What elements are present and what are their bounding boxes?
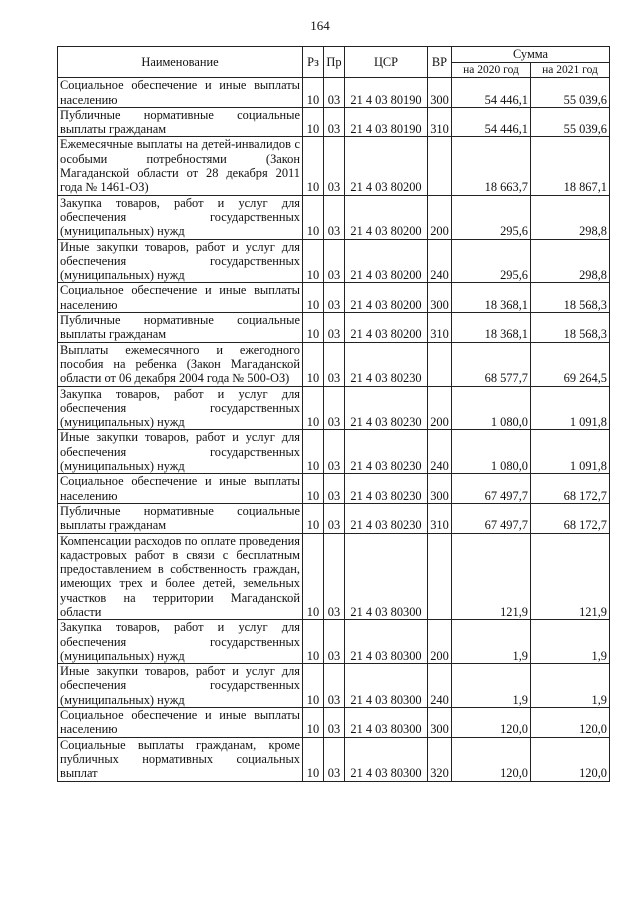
- cell-pr: 03: [324, 283, 345, 313]
- cell-pr: 03: [324, 195, 345, 239]
- cell-name: Публичные нормативные социальные выплаты гражданам: [58, 313, 303, 343]
- cell-name: Закупка товаров, работ и услуг для обеспечения государственных (муниципальных) нужд: [58, 620, 303, 664]
- cell-rz: 10: [303, 664, 324, 708]
- cell-vr: 300: [428, 474, 452, 504]
- table-row: [58, 708, 610, 738]
- cell-amount-2021: 18 867,1: [531, 137, 610, 195]
- cell-name: Социальное обеспечение и иные выплаты населению: [58, 708, 303, 738]
- cell-csr: 21 4 03 80200: [345, 239, 428, 283]
- table-row: [58, 313, 610, 343]
- cell-name: Иные закупки товаров, работ и услуг для обеспечения государственных (муниципальных) нужд: [58, 430, 303, 474]
- header-pr: Пр: [324, 47, 345, 78]
- cell-csr: 21 4 03 80230: [345, 474, 428, 504]
- cell-rz: 10: [303, 195, 324, 239]
- table-header: [58, 47, 610, 78]
- cell-csr: 21 4 03 80190: [345, 78, 428, 108]
- cell-rz: 10: [303, 430, 324, 474]
- cell-rz: 10: [303, 313, 324, 343]
- header-sum: Сумма: [452, 47, 610, 63]
- cell-vr: 200: [428, 195, 452, 239]
- cell-pr: 03: [324, 386, 345, 430]
- cell-amount-2021: 68 172,7: [531, 503, 610, 533]
- header-vr: ВР: [428, 47, 452, 78]
- cell-name: Закупка товаров, работ и услуг для обеспечения государственных (муниципальных) нужд: [58, 195, 303, 239]
- cell-amount-2020: 1,9: [452, 620, 531, 664]
- cell-vr: 200: [428, 386, 452, 430]
- cell-pr: 03: [324, 342, 345, 386]
- table-row: [58, 664, 610, 708]
- cell-amount-2021: 1,9: [531, 664, 610, 708]
- cell-pr: 03: [324, 503, 345, 533]
- cell-pr: 03: [324, 664, 345, 708]
- cell-vr: 300: [428, 283, 452, 313]
- cell-amount-2020: 295,6: [452, 239, 531, 283]
- cell-rz: 10: [303, 107, 324, 137]
- header-year-2020: на 2020 год: [452, 63, 531, 78]
- cell-rz: 10: [303, 620, 324, 664]
- cell-vr: 310: [428, 503, 452, 533]
- cell-name: Публичные нормативные социальные выплаты гражданам: [58, 503, 303, 533]
- table-row: [58, 342, 610, 386]
- cell-amount-2020: 18 368,1: [452, 313, 531, 343]
- cell-name: Иные закупки товаров, работ и услуг для обеспечения государственных (муниципальных) нужд: [58, 664, 303, 708]
- header-name: Наименование: [58, 47, 303, 78]
- cell-amount-2021: 55 039,6: [531, 78, 610, 108]
- cell-rz: 10: [303, 137, 324, 195]
- cell-amount-2020: 18 368,1: [452, 283, 531, 313]
- cell-amount-2020: 1 080,0: [452, 386, 531, 430]
- cell-rz: 10: [303, 474, 324, 504]
- cell-name: Ежемесячные выплаты на детей-инвалидов с особыми потребностями (Закон Магаданской области от 28 декабря 2011 года № 1461-ОЗ): [58, 137, 303, 195]
- cell-csr: 21 4 03 80190: [345, 107, 428, 137]
- table-row: [58, 430, 610, 474]
- cell-pr: 03: [324, 533, 345, 620]
- cell-amount-2020: 67 497,7: [452, 503, 531, 533]
- cell-csr: 21 4 03 80300: [345, 737, 428, 781]
- cell-amount-2021: 68 172,7: [531, 474, 610, 504]
- cell-name: Выплаты ежемесячного и ежегодного пособия на ребенка (Закон Магаданской области от 06 декабря 2004 года № 500-ОЗ): [58, 342, 303, 386]
- cell-amount-2021: 120,0: [531, 708, 610, 738]
- cell-csr: 21 4 03 80300: [345, 664, 428, 708]
- header-rz: Рз: [303, 47, 324, 78]
- cell-rz: 10: [303, 78, 324, 108]
- table-row: [58, 137, 610, 195]
- table-body: [58, 78, 610, 781]
- cell-amount-2020: 1 080,0: [452, 430, 531, 474]
- cell-vr: 310: [428, 313, 452, 343]
- table-row: [58, 107, 610, 137]
- cell-name: Публичные нормативные социальные выплаты гражданам: [58, 107, 303, 137]
- cell-amount-2020: 18 663,7: [452, 137, 531, 195]
- cell-csr: 21 4 03 80230: [345, 503, 428, 533]
- cell-pr: 03: [324, 708, 345, 738]
- cell-pr: 03: [324, 313, 345, 343]
- cell-csr: 21 4 03 80300: [345, 620, 428, 664]
- cell-csr: 21 4 03 80230: [345, 386, 428, 430]
- cell-csr: 21 4 03 80200: [345, 283, 428, 313]
- cell-vr: [428, 533, 452, 620]
- cell-csr: 21 4 03 80230: [345, 430, 428, 474]
- cell-name: Социальное обеспечение и иные выплаты населению: [58, 474, 303, 504]
- cell-amount-2021: 1,9: [531, 620, 610, 664]
- cell-rz: 10: [303, 386, 324, 430]
- cell-name: Закупка товаров, работ и услуг для обеспечения государственных (муниципальных) нужд: [58, 386, 303, 430]
- cell-csr: 21 4 03 80200: [345, 137, 428, 195]
- cell-amount-2021: 18 568,3: [531, 283, 610, 313]
- cell-amount-2021: 69 264,5: [531, 342, 610, 386]
- cell-csr: 21 4 03 80230: [345, 342, 428, 386]
- cell-csr: 21 4 03 80200: [345, 313, 428, 343]
- table-row: [58, 620, 610, 664]
- cell-rz: 10: [303, 342, 324, 386]
- cell-vr: 240: [428, 664, 452, 708]
- cell-pr: 03: [324, 239, 345, 283]
- cell-vr: 310: [428, 107, 452, 137]
- table-row: [58, 78, 610, 108]
- cell-name: Иные закупки товаров, работ и услуг для обеспечения государственных (муниципальных) нужд: [58, 239, 303, 283]
- cell-name: Социальное обеспечение и иные выплаты населению: [58, 78, 303, 108]
- cell-name: Компенсации расходов по оплате проведения кадастровых работ в связи с бесплатным предоставлением в собственность граждан, имеющих трех и более детей, земельных участков на территории Магаданской области: [58, 533, 303, 620]
- cell-amount-2020: 295,6: [452, 195, 531, 239]
- cell-vr: [428, 137, 452, 195]
- cell-rz: 10: [303, 283, 324, 313]
- cell-amount-2021: 1 091,8: [531, 386, 610, 430]
- cell-rz: 10: [303, 239, 324, 283]
- cell-pr: 03: [324, 137, 345, 195]
- cell-csr: 21 4 03 80300: [345, 708, 428, 738]
- cell-pr: 03: [324, 107, 345, 137]
- cell-amount-2021: 18 568,3: [531, 313, 610, 343]
- cell-vr: 300: [428, 78, 452, 108]
- cell-amount-2021: 120,0: [531, 737, 610, 781]
- cell-amount-2021: 298,8: [531, 195, 610, 239]
- cell-amount-2021: 55 039,6: [531, 107, 610, 137]
- cell-csr: 21 4 03 80300: [345, 533, 428, 620]
- table-row: [58, 474, 610, 504]
- cell-amount-2020: 67 497,7: [452, 474, 531, 504]
- table-row: [58, 386, 610, 430]
- cell-name: Социальное обеспечение и иные выплаты населению: [58, 283, 303, 313]
- cell-vr: 320: [428, 737, 452, 781]
- cell-vr: 240: [428, 239, 452, 283]
- cell-rz: 10: [303, 708, 324, 738]
- table-row: [58, 195, 610, 239]
- cell-pr: 03: [324, 78, 345, 108]
- table-row: [58, 737, 610, 781]
- header-year-2021: на 2021 год: [531, 63, 610, 78]
- cell-csr: 21 4 03 80200: [345, 195, 428, 239]
- cell-vr: 240: [428, 430, 452, 474]
- cell-amount-2020: 120,0: [452, 737, 531, 781]
- header-csr: ЦСР: [345, 47, 428, 78]
- cell-pr: 03: [324, 474, 345, 504]
- cell-pr: 03: [324, 737, 345, 781]
- cell-amount-2020: 54 446,1: [452, 78, 531, 108]
- cell-pr: 03: [324, 620, 345, 664]
- cell-amount-2020: 68 577,7: [452, 342, 531, 386]
- table-row: [58, 239, 610, 283]
- cell-amount-2021: 298,8: [531, 239, 610, 283]
- cell-amount-2020: 1,9: [452, 664, 531, 708]
- page-number: 164: [310, 18, 330, 33]
- budget-table: [57, 46, 610, 782]
- cell-amount-2020: 54 446,1: [452, 107, 531, 137]
- cell-rz: 10: [303, 503, 324, 533]
- cell-amount-2020: 120,0: [452, 708, 531, 738]
- table-row: [58, 283, 610, 313]
- cell-vr: 300: [428, 708, 452, 738]
- cell-amount-2020: 121,9: [452, 533, 531, 620]
- cell-pr: 03: [324, 430, 345, 474]
- cell-vr: 200: [428, 620, 452, 664]
- table-row: [58, 533, 610, 620]
- cell-rz: 10: [303, 533, 324, 620]
- cell-rz: 10: [303, 737, 324, 781]
- table-row: [58, 503, 610, 533]
- cell-vr: [428, 342, 452, 386]
- cell-amount-2021: 1 091,8: [531, 430, 610, 474]
- cell-amount-2021: 121,9: [531, 533, 610, 620]
- cell-name: Социальные выплаты гражданам, кроме публичных нормативных социальных выплат: [58, 737, 303, 781]
